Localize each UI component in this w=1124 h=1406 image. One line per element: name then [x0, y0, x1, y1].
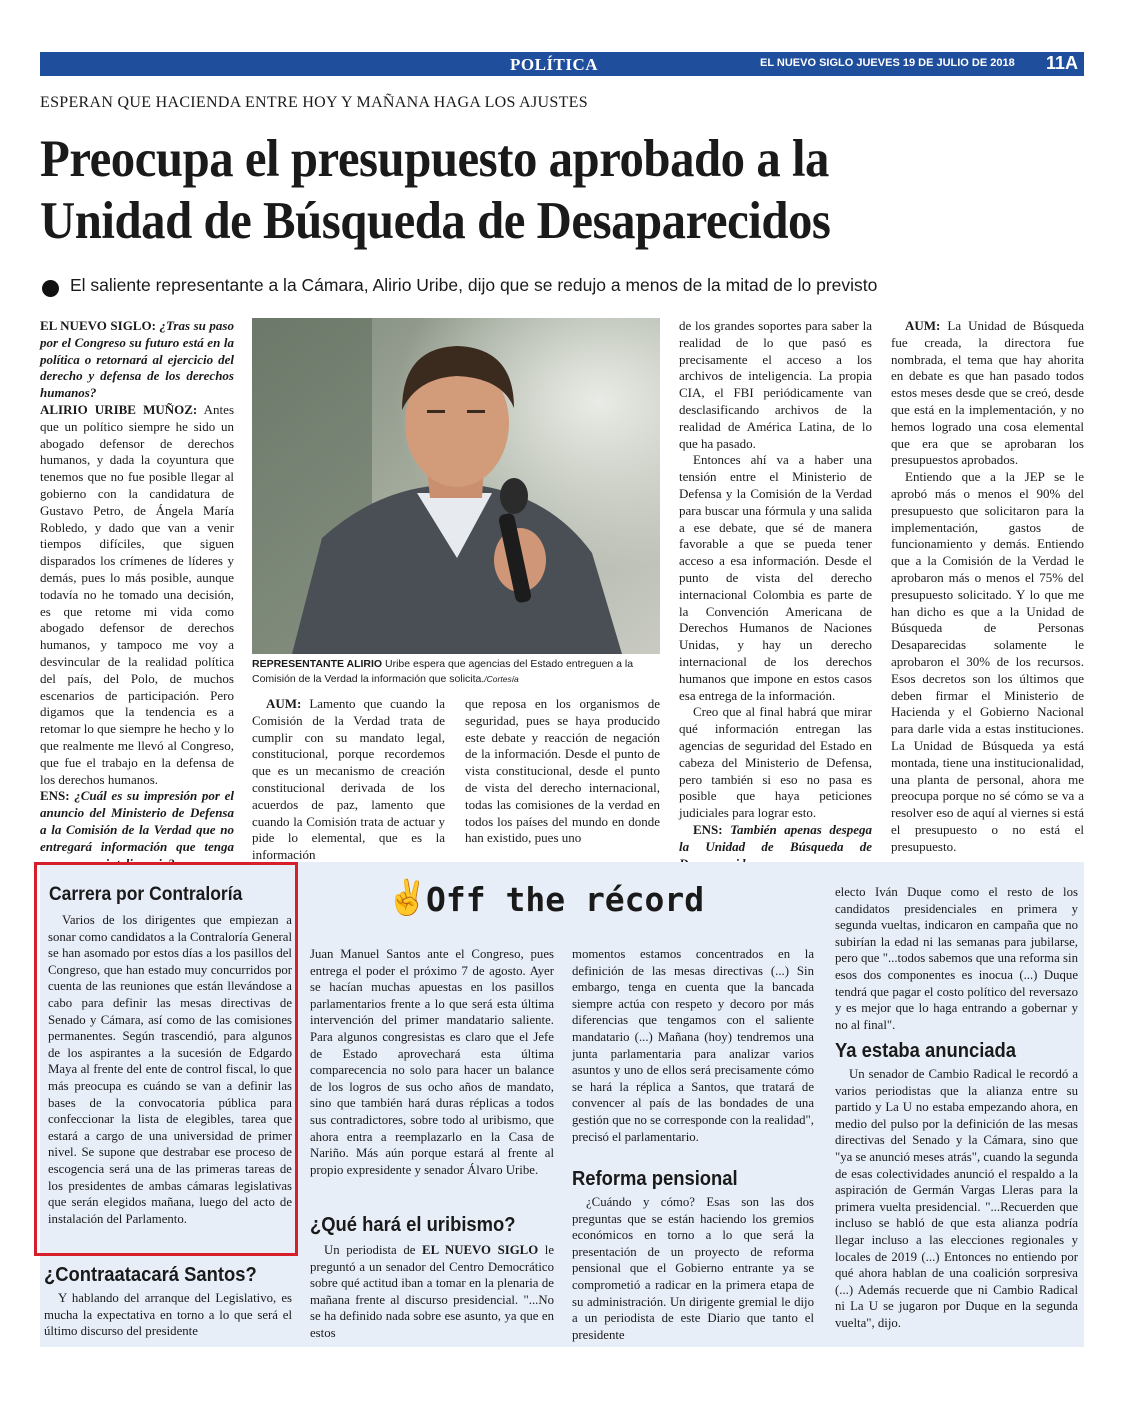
article-kicker: ESPERAN QUE HACIENDA ENTRE HOY Y MAÑANA HAGA LOS AJUSTES: [40, 94, 588, 111]
off-the-record-title: Off the récord: [426, 880, 705, 919]
headline-line-1: Preocupa el presupuesto aprobado a la: [40, 130, 829, 188]
victory-hand-icon: ✌: [386, 880, 429, 917]
page-number: 11A: [1046, 53, 1079, 73]
brief-text: ¿Cuándo y cómo? Esas son las dos preguntas que se están haciendo los gremios económicos en torno a lo que será la presentación de un proyecto de reforma pensional que el Gobierno entrante ya se comprometió a radicar en la primera etapa de su administración. Un dirigente gremial le dijo a un periodista de este Diario que tanto el presidente: [572, 1195, 814, 1342]
brief-text: Un periodista de EL NUEVO SIGLO le preguntó a un senador del Centro Democrático sobre qué actitud iban a tomar en la plenaria de mañana frente al discurso presidencial. "...No se ha definido nada sobre ese asunto, ya que en estos: [310, 1243, 555, 1340]
interview-answer-3: AUM: La Unidad de Búsqueda fue creada, la directora fue nombrada, el tema que hay ahorita en debate es que han pasado todos estos meses desde que se creó, desde que está en la implementación, y no hemos logrado una cosa elemental que era que se aprobaran los presupuestos aprobados.: [891, 318, 1084, 468]
brief-heading: ¿Contraatacará Santos?: [44, 1264, 257, 1286]
portrait-photo: [252, 318, 660, 654]
interview-question-3: ENS: También apenas despega la Unidad de Búsqueda de: [679, 821, 872, 854]
paragraph: Entiendo que a la JEP se le aprobó más o menos el 90% del presupuesto que solicitaron para la implementación, gastos de funcionamiento y demás. Entiendo que a la Comisión de la Verdad le aprobaron más o menos el 75% del presupuesto solicitado. Y lo que me han dicho es que a la Unidad de Búsqueda de Personas Desaparecidas solamente le aprobaron el 30% de los recursos. Esos decretos son los últimos que deben firmar el Ministerio de Hacienda y el Gobierno Nacional para darle vida a estas instituciones. La Unidad de Búsqueda ya está montada, tiene una institucionalidad, una planta de personal, ahora me preocupa porque no sé cómo se va a resolver eso de aquí al viernes si está el presupuesto o no está el presupuesto.: [891, 469, 1084, 854]
article-column-3: [465, 696, 660, 847]
photo-image: [252, 318, 660, 654]
article-headline: [40, 128, 1006, 252]
interview-question-2: ENS: ¿Cuál es su impresión por el anuncio del Ministerio de Defensa a la Comisión de la Verdad que no entregará información que tenga: [40, 788, 234, 854]
article-column-1: [40, 318, 234, 872]
interview-question-1: EL NUEVO SIGLO: ¿Tras su paso por el Congreso su futuro está en la política o retornará al ejercicio del derecho y defensa de los derechos humanos?: [40, 318, 234, 401]
brief-text: Varios de los dirigentes que empiezan a sonar como candidatos a la Contraloría General se han asomado por estos días a los pasillos del Congreso, que han estado muy concurridos por cuenta de las reuniones que están llevándose a cabo para definir las mesas directivas de Senado y Cámara, así como de las comisiones permanentes. Según trascendió, para algunos de los aspirantes a la sucesión de Edgardo Maya al frente del ente de control fiscal, lo que más preocupa es cuándo se van a definir las bases de la convocatoria pública para confeccionar la lista de elegibles, tarea que estará a cargo de una universidad de primer nivel. Se supone que destrabar ese proceso de escogencia será una de las primeras tareas de los presidentes de ambas cámaras legislativas que serán elegidos mañana, luego del acto de instalación del Parlamento.: [48, 913, 292, 1226]
brief-text: Un senador de Cambio Radical le recordó a varios periodistas que la alianza entre su partido y La U no estaba empezando ahora, en medio del pulso por la definición de las mesas directivas del Senado y la Cámara, sino que "ya se anunció meses atrás", cuando la segunda de esas colectividades anunció el respaldo a la aspiración de Germán Vargas Lleras para la primera vuelta presidencial. "...Recuerden que incluso se habló de que esta alianza podría llegar incluso a las elecciones regionales y locales de 2019 (...) Entonces no entiendo por qué ahora hablan de una coalición sorpresiva (...) Además recuerde que ni Cambio Radical ni La U se jugaron por Duque en la segunda vuelta", dijo.: [835, 1067, 1078, 1330]
brief-text: electo Iván Duque como el resto de los candidatos presidenciales en primera y segunda vueltas, indicaron en campaña que no subirían la edad ni las semanas para jubilarse, pero que "...todos sabemos que una reforma sin esos dos componentes es inocua (...) Duque tendrá que pagar el costo político del reversazo y es mejor que lo haga entrando a gobernar y no al final".: [835, 885, 1078, 1032]
article-column-5: [891, 318, 1084, 856]
interview-answer-1: ALIRIO URIBE MUÑOZ: Antes que un político siempre he sido un abogado defensor de derechos humanos, y dada la coyuntura que tenemos que no fue posible llegar al gobierno con la candidatura de Gustavo Petro, de Ángela María Robledo, y dado que van a venir tiempos difíciles, que siguen disparados los crímenes de líderes y demás, pues lo más posible, aunque todavía no he tomado una decisión, es que retome mi vida como abogado defensor de derechos humanos, y tampoco me voy a desvincular de la realidad política del país, del Polo, de muchos escenarios de participación. Pero digamos que la tendencia es a retomar lo que siempre he hecho y lo que realmente me llevó al Congreso, que fue el trabajo en la defensa de los derechos humanos.: [40, 401, 234, 787]
interview-answer-2-cont: que reposa en los organismos de seguridad, pues se haya producido este debate y reacción de negación de la información. Desde el punto de vista constitucional, desde el punto de vista del derecho internacional, todas las comisiones de la verdad en todos los países del mundo en donde han existido, pues uno: [465, 696, 660, 846]
brief-heading: Reforma pensional: [572, 1168, 738, 1190]
highlight-frame: [34, 862, 298, 1256]
article-dek: El saliente representante a la Cámara, Alirio Uribe, dijo que se redujo a menos de la mitad de lo previsto: [70, 275, 878, 295]
article-column-4: [679, 318, 872, 872]
issue-date: EL NUEVO SIGLO JUEVES 19 DE JULIO DE 2018: [760, 57, 1015, 69]
article-column-2: [252, 696, 445, 864]
brief-text: momentos estamos concentrados en la definición de las mesas directivas (...) Sin embargo, tenga en cuenta que la bancada siempre actúa con respeto y decoro por más diferencias que tengamos con el saliente mandatario (...) Mañana (hoy) tendremos una junta parlamentaria para analizar varios asuntos y uno de ellos será precisamente cómo se hará la réplica a Santos, que tratará de convencer al país de las bondades de una gestión que no se corresponde con la realidad", precisó el parlamentario.: [572, 947, 814, 1144]
headline-line-2: Unidad de Búsqueda de Desaparecidos: [40, 192, 831, 250]
photo-caption: REPRESENTANTE ALIRIO Uribe espera que agencias del Estado entreguen a la Comisión de la Verdad la información que solicita./Cortesía: [252, 658, 634, 685]
brief-heading: Carrera por Contraloría: [49, 884, 243, 905]
brief-text: Y hablando del arranque del Legislativo, es mucha la expectativa en torno a lo que será el último discurso del presidente: [44, 1291, 292, 1339]
paragraph: de los grandes soportes para saber la realidad de lo que pasó es precisamente el acceso a los archivos de inteligencia. La propia CIA, el FBI periódicamente van desclasificando archivos de la realidad de América Latina, de lo que ha pasado.: [679, 318, 872, 451]
brief-heading: ¿Qué hará el uribismo?: [310, 1214, 516, 1236]
brief-heading: Ya estaba anunciada: [835, 1040, 1017, 1062]
brief-text: Juan Manuel Santos ante el Congreso, pues entrega el poder el próximo 7 de agosto. Ayer se hacían muchas apuestas en los pasillos parlamentarios frente a lo que será esta última intervención del primer mandatario saliente. Para algunos congresistas es claro que el Jefe de Estado aprovechará esta última comparecencia no solo para hacer un balance de los logros de sus ocho años de mandato, sino que también hará duras réplicas a todos sus contradictores, sobre todo al uribismo, que ahora entra a reemplazarlo en la Casa de Nariño. Más aún porque estará al frente al propio expresidente y senador Álvaro Uribe.: [310, 947, 554, 1177]
interview-answer-2: AUM: Lamento que cuando la Comisión de la Verdad trata de cumplir con su mandato legal, constitucional, porque recordemos que es un mecanismo de creación constitucional derivada de los acuerdos de paz, lamento que cuando la Comisión trata de actuar y pide lo elemental, que es la información: [252, 696, 445, 863]
section-name: POLÍTICA: [510, 55, 599, 74]
paragraph: Entonces ahí va a haber una tensión entre el Ministerio de Defensa y la Comisión de la Verdad para buscar una fórmula y una salida a ese debate, que sé de manera favorable a que se pueda tener acceso a esa información. Desde el punto de vista del derecho internacional Colombia es parte de la Convención Americana de Derechos Humanos de Naciones Unidas, y hay un derecho internacional de los derechos humanos que impone en estos casos esa entrega de la información.: [679, 452, 872, 703]
paragraph: Creo que al final habrá que mirar qué información entregan las agencias de seguridad del Estado en cabeza del Ministerio de Defensa, pero también si eso no pasa es posible que haya peticiones judiciales para lograr esto.: [679, 704, 872, 821]
bullet-icon: [42, 280, 59, 297]
